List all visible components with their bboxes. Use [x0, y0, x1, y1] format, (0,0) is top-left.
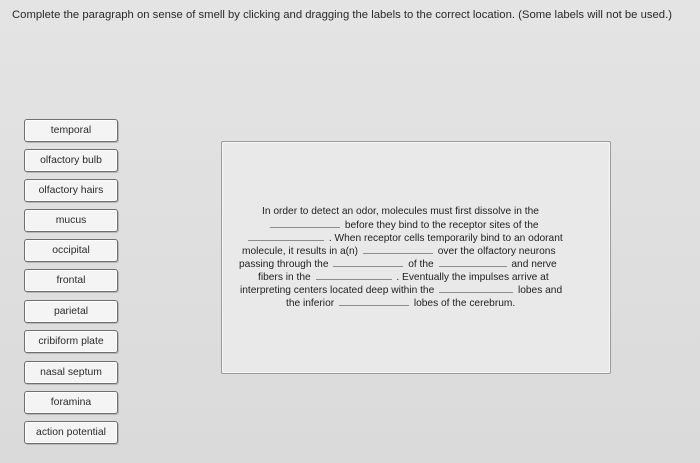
- paragraph-text: molecule, it results in a(n): [242, 246, 359, 257]
- paragraph-line-3: [246, 231, 563, 245]
- drop-blank-3[interactable]: [363, 244, 433, 254]
- paragraph-text: . Eventually the impulses arrive at: [396, 272, 549, 283]
- drag-label-temporal[interactable]: temporal: [24, 119, 118, 142]
- drag-label-action-potential[interactable]: action potential: [24, 421, 118, 444]
- paragraph-text: passing through the: [239, 259, 329, 270]
- paragraph-text: fibers in the: [258, 272, 311, 283]
- drop-blank-6[interactable]: [316, 270, 392, 280]
- paragraph-text: before they bind to the receptor sites of the: [344, 220, 539, 231]
- drag-label-nasal-septum[interactable]: nasal septum: [24, 361, 118, 384]
- paragraph-line-6: [258, 270, 549, 284]
- drop-blank-4[interactable]: [333, 257, 403, 267]
- paragraph-text: lobes and: [517, 285, 563, 296]
- drop-blank-7[interactable]: [439, 283, 513, 293]
- paragraph-line-1: [262, 205, 539, 218]
- paragraph-line-4: [242, 244, 556, 258]
- paragraph-text: interpreting centers located deep within the: [240, 285, 435, 296]
- drag-label-foramina[interactable]: foramina: [24, 391, 118, 414]
- drag-label-frontal[interactable]: frontal: [24, 269, 118, 292]
- drag-label-olfactory-bulb[interactable]: olfactory bulb: [24, 149, 118, 172]
- paragraph-line-8: [286, 296, 515, 310]
- drop-blank-2[interactable]: [248, 231, 324, 241]
- paragraph-text: . When receptor cells temporarily bind to an odorant: [328, 233, 563, 244]
- paragraph-text: and nerve: [511, 259, 557, 270]
- drag-label-cribiform-plate[interactable]: cribiform plate: [24, 330, 118, 353]
- paragraph-text: of the: [408, 259, 434, 270]
- instructions-text: Complete the paragraph on sense of smell by clicking and dragging the labels to the correct location. (Some labels will not be used.): [12, 9, 672, 21]
- drag-label-parietal[interactable]: parietal: [24, 300, 118, 323]
- paragraph-line-2: [268, 218, 539, 232]
- drop-blank-5[interactable]: [439, 257, 507, 267]
- drag-label-olfactory-hairs[interactable]: olfactory hairs: [24, 179, 118, 202]
- drop-blank-8[interactable]: [339, 296, 409, 306]
- paragraph-line-7: [240, 283, 562, 297]
- drop-blank-1[interactable]: [270, 218, 340, 228]
- paragraph-text: over the olfactory neurons: [437, 246, 556, 257]
- paragraph-text: In order to detect an odor, molecules must first dissolve in the: [262, 206, 539, 217]
- paragraph-text: the inferior: [286, 298, 335, 309]
- paragraph-text: lobes of the cerebrum.: [413, 298, 516, 309]
- drag-label-occipital[interactable]: occipital: [24, 239, 118, 262]
- drag-label-mucus[interactable]: mucus: [24, 209, 118, 232]
- paragraph-line-5: [239, 257, 557, 271]
